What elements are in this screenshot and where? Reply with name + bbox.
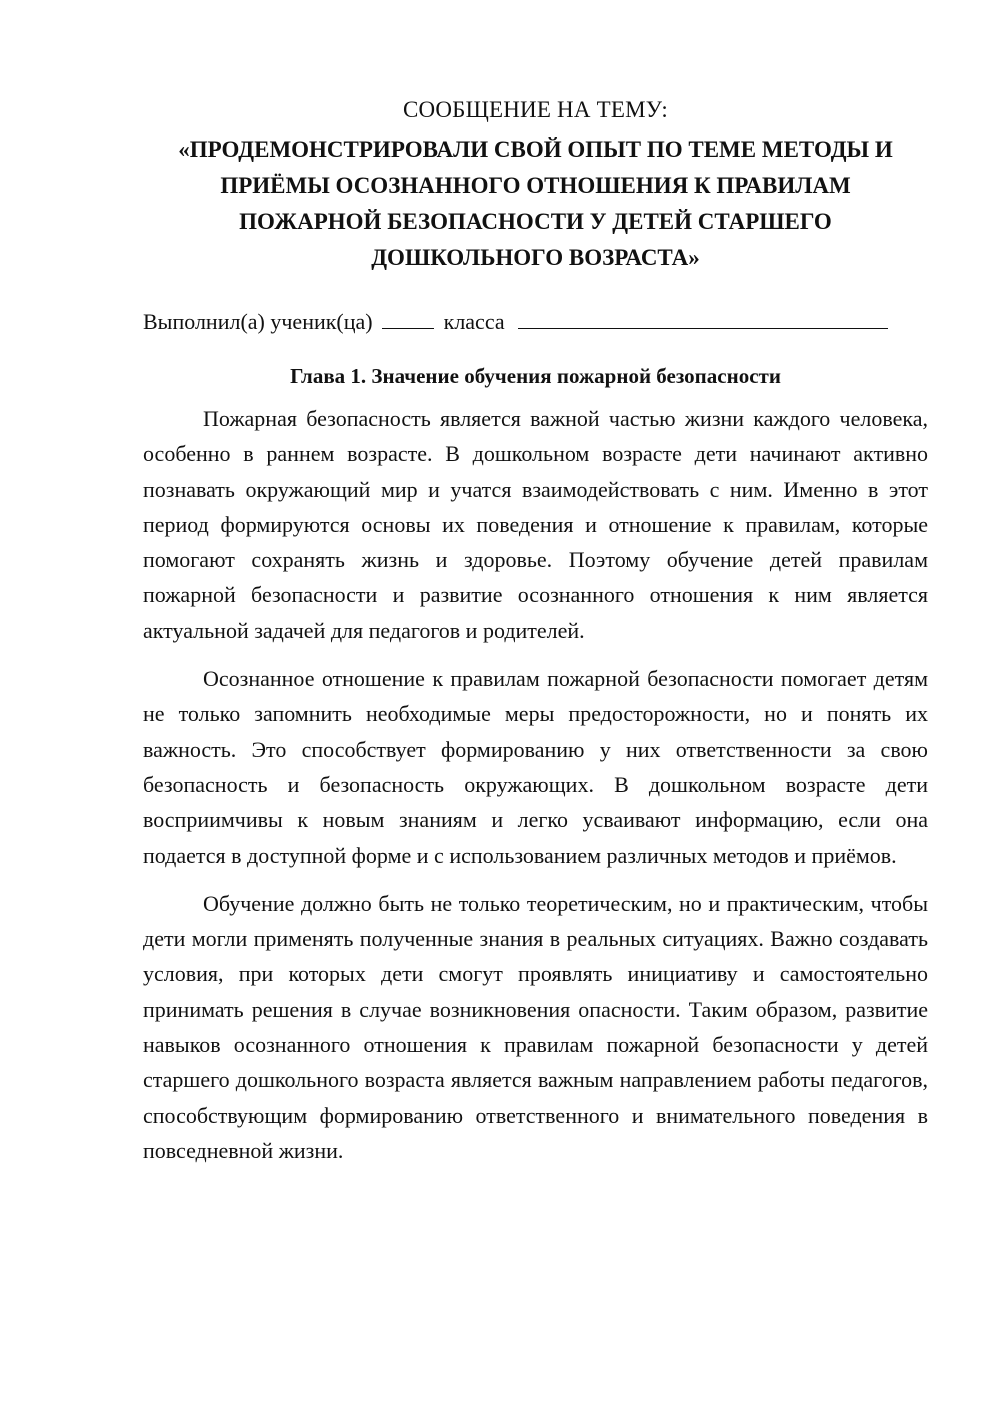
document-title (143, 132, 928, 276)
document-subtitle: СООБЩЕНИЕ НА ТЕМУ: (403, 97, 668, 122)
signature-line (143, 306, 928, 337)
document-title-line: ДОШКОЛЬНОГО ВОЗРАСТА» (371, 245, 700, 270)
paragraph: Обучение должно быть не только теоретическим, но и практическим, чтобы дети могли применять полученные знания в реальных ситуациях. Важно создавать условия, при которых дети смогут проявлять инициативу и самостоятельно принимать решения в случае возникновения опасности. Таким образом, развитие навыков осознанного отношения к правилам пожарной безопасности у детей старшего дошкольного возраста является важным направлением работы педагогов, способствующим формированию ответственного и внимательного поведения в повседневной жизни. (143, 890, 928, 1163)
document-title-line: «ПРОДЕМОНСТРИРОВАЛИ СВОЙ ОПЫТ ПО ТЕМЕ МЕТОДЫ И (178, 137, 893, 162)
class-label: класса (443, 309, 505, 334)
paragraph: Пожарная безопасность является важной частью жизни каждого человека, особенно в раннем возрасте. В дошкольном возрасте дети начинают активно познавать окружающий мир и учатся взаимодействовать с ним. Именно в этот период формируются основы их поведения и отношение к правилам, которые помогают сохранять жизнь и здоровье. Поэтому обучение детей правилам пожарной безопасности и развитие осознанного отношения к ним является актуальной задачей для педагогов и родителей. (143, 406, 928, 643)
document-title-line: ПРИЁМЫ ОСОЗНАННОГО ОТНОШЕНИЯ К ПРАВИЛАМ (220, 173, 851, 198)
performed-by-label: Выполнил(а) ученик(ца) (143, 309, 373, 334)
chapter-title: Глава 1. Значение обучения пожарной безопасности (290, 364, 781, 388)
student-name-blank (518, 306, 888, 329)
paragraph: Осознанное отношение к правилам пожарной безопасности помогает детям не только запомнить необходимые меры предосторожности, но и понять их важность. Это способствует формированию у них ответственности за свою безопасность и безопасность окружающих. В дошкольном возрасте дети восприимчивы к новым знаниям и легко усваивают информацию, если она подается в доступной форме и с использованием различных методов и приёмов. (143, 666, 928, 868)
document-page (143, 92, 928, 1181)
class-number-blank (382, 306, 434, 329)
document-title-line: ПОЖАРНОЙ БЕЗОПАСНОСТИ У ДЕТЕЙ СТАРШЕГО (239, 209, 832, 234)
